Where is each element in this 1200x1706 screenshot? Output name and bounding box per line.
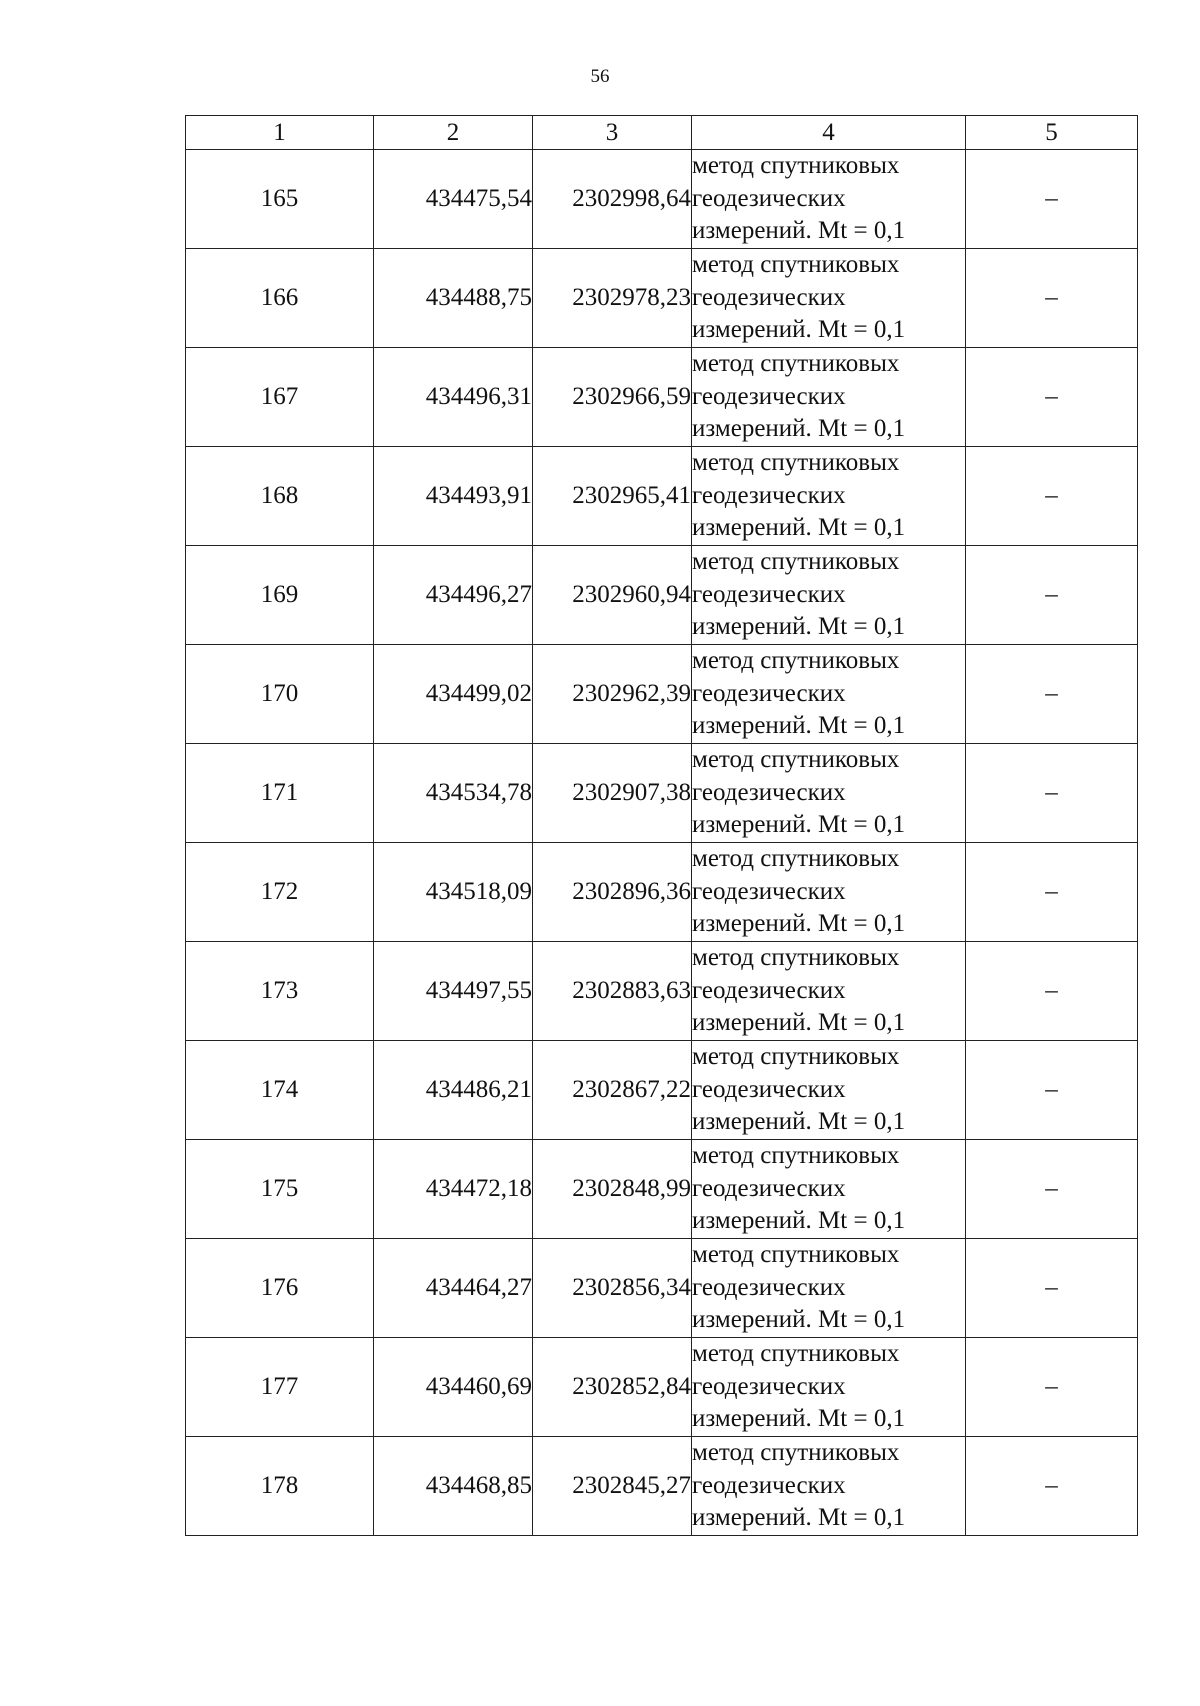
method-text-line: метод спутниковых — [692, 152, 900, 180]
point-number-cell: 166 — [186, 249, 374, 348]
note-cell: – — [966, 942, 1138, 1041]
method-text-line: геодезических — [692, 877, 846, 905]
column-header: 3 — [533, 116, 692, 150]
method-text-line: измерений. Mt = 0,1 — [692, 1009, 906, 1037]
method-cell — [692, 1437, 966, 1536]
y-coordinate-cell: 2302966,59 — [533, 348, 692, 447]
note-cell: – — [966, 843, 1138, 942]
x-coordinate-cell: 434475,54 — [374, 150, 533, 249]
method-text-line: геодезических — [692, 283, 846, 311]
note-cell: – — [966, 1338, 1138, 1437]
point-number-cell: 177 — [186, 1338, 374, 1437]
y-coordinate-cell: 2302998,64 — [533, 150, 692, 249]
method-text-line: метод спутниковых — [692, 1340, 900, 1368]
note-cell: – — [966, 1239, 1138, 1338]
method-cell — [692, 546, 966, 645]
y-coordinate-cell: 2302852,84 — [533, 1338, 692, 1437]
y-coordinate-cell: 2302867,22 — [533, 1041, 692, 1140]
method-cell — [692, 1338, 966, 1437]
method-cell — [692, 348, 966, 447]
method-cell — [692, 1140, 966, 1239]
x-coordinate-cell: 434472,18 — [374, 1140, 533, 1239]
x-coordinate-cell: 434468,85 — [374, 1437, 533, 1536]
x-coordinate-cell: 434496,27 — [374, 546, 533, 645]
table-row — [186, 249, 1138, 348]
table-body — [186, 150, 1138, 1536]
method-cell — [692, 1041, 966, 1140]
note-cell: – — [966, 1140, 1138, 1239]
method-text-line: геодезических — [692, 1372, 846, 1400]
x-coordinate-cell: 434497,55 — [374, 942, 533, 1041]
table-row — [186, 1338, 1138, 1437]
method-text-line: метод спутниковых — [692, 1241, 900, 1269]
method-text-line: измерений. Mt = 0,1 — [692, 613, 906, 641]
point-number-cell: 169 — [186, 546, 374, 645]
method-text-line: измерений. Mt = 0,1 — [692, 1405, 906, 1433]
method-text-line: геодезических — [692, 679, 846, 707]
table-row — [186, 744, 1138, 843]
method-text-line: геодезических — [692, 1471, 846, 1499]
note-cell: – — [966, 249, 1138, 348]
note-cell: – — [966, 447, 1138, 546]
method-text-line: метод спутниковых — [692, 350, 900, 378]
coordinates-table — [185, 115, 1138, 1536]
method-cell — [692, 249, 966, 348]
method-cell — [692, 645, 966, 744]
note-cell: – — [966, 546, 1138, 645]
method-text-line: метод спутниковых — [692, 1043, 900, 1071]
table-row — [186, 546, 1138, 645]
x-coordinate-cell: 434518,09 — [374, 843, 533, 942]
y-coordinate-cell: 2302883,63 — [533, 942, 692, 1041]
x-coordinate-cell: 434493,91 — [374, 447, 533, 546]
table-row — [186, 843, 1138, 942]
method-text-line: измерений. Mt = 0,1 — [692, 415, 906, 443]
y-coordinate-cell: 2302845,27 — [533, 1437, 692, 1536]
method-text-line: геодезических — [692, 1273, 846, 1301]
point-number-cell: 172 — [186, 843, 374, 942]
method-text-line: геодезических — [692, 976, 846, 1004]
method-cell — [692, 447, 966, 546]
note-cell: – — [966, 645, 1138, 744]
column-header: 4 — [692, 116, 966, 150]
method-text-line: метод спутниковых — [692, 647, 900, 675]
x-coordinate-cell: 434460,69 — [374, 1338, 533, 1437]
method-text-line: геодезических — [692, 481, 846, 509]
note-cell: – — [966, 1041, 1138, 1140]
table-header-row — [186, 116, 1138, 150]
point-number-cell: 178 — [186, 1437, 374, 1536]
note-cell: – — [966, 744, 1138, 843]
point-number-cell: 174 — [186, 1041, 374, 1140]
method-text-line: измерений. Mt = 0,1 — [692, 1306, 906, 1334]
point-number-cell: 175 — [186, 1140, 374, 1239]
note-cell: – — [966, 348, 1138, 447]
method-text-line: измерений. Mt = 0,1 — [692, 910, 906, 938]
method-text-line: измерений. Mt = 0,1 — [692, 514, 906, 542]
x-coordinate-cell: 434488,75 — [374, 249, 533, 348]
column-header: 2 — [374, 116, 533, 150]
point-number-cell: 173 — [186, 942, 374, 1041]
table-row — [186, 150, 1138, 249]
method-cell — [692, 942, 966, 1041]
x-coordinate-cell: 434499,02 — [374, 645, 533, 744]
x-coordinate-cell: 434464,27 — [374, 1239, 533, 1338]
method-text-line: метод спутниковых — [692, 1439, 900, 1467]
method-text-line: измерений. Mt = 0,1 — [692, 1504, 906, 1532]
point-number-cell: 168 — [186, 447, 374, 546]
method-text-line: геодезических — [692, 382, 846, 410]
method-text-line: геодезических — [692, 1174, 846, 1202]
method-text-line: геодезических — [692, 580, 846, 608]
method-text-line: метод спутниковых — [692, 944, 900, 972]
note-cell: – — [966, 1437, 1138, 1536]
method-text-line: измерений. Mt = 0,1 — [692, 811, 906, 839]
page-number: 56 — [590, 66, 610, 87]
table-row — [186, 348, 1138, 447]
point-number-cell: 176 — [186, 1239, 374, 1338]
method-text-line: метод спутниковых — [692, 449, 900, 477]
table-row — [186, 1239, 1138, 1338]
method-text-line: геодезических — [692, 1075, 846, 1103]
table-row — [186, 1437, 1138, 1536]
method-text-line: метод спутниковых — [692, 746, 900, 774]
y-coordinate-cell: 2302896,36 — [533, 843, 692, 942]
table-row — [186, 942, 1138, 1041]
method-text-line: измерений. Mt = 0,1 — [692, 217, 906, 245]
method-text-line: измерений. Mt = 0,1 — [692, 712, 906, 740]
method-text-line: измерений. Mt = 0,1 — [692, 1108, 906, 1136]
note-cell: – — [966, 150, 1138, 249]
y-coordinate-cell: 2302960,94 — [533, 546, 692, 645]
table-row — [186, 1041, 1138, 1140]
x-coordinate-cell: 434534,78 — [374, 744, 533, 843]
method-cell — [692, 744, 966, 843]
y-coordinate-cell: 2302856,34 — [533, 1239, 692, 1338]
method-text-line: измерений. Mt = 0,1 — [692, 1207, 906, 1235]
method-cell — [692, 843, 966, 942]
y-coordinate-cell: 2302962,39 — [533, 645, 692, 744]
point-number-cell: 171 — [186, 744, 374, 843]
column-header: 5 — [966, 116, 1138, 150]
method-text-line: геодезических — [692, 778, 846, 806]
method-text-line: метод спутниковых — [692, 1142, 900, 1170]
method-text-line: метод спутниковых — [692, 845, 900, 873]
method-text-line: геодезических — [692, 184, 846, 212]
table-row — [186, 447, 1138, 546]
x-coordinate-cell: 434486,21 — [374, 1041, 533, 1140]
method-text-line: измерений. Mt = 0,1 — [692, 316, 906, 344]
method-text-line: метод спутниковых — [692, 251, 900, 279]
method-cell — [692, 1239, 966, 1338]
y-coordinate-cell: 2302848,99 — [533, 1140, 692, 1239]
x-coordinate-cell: 434496,31 — [374, 348, 533, 447]
method-text-line: метод спутниковых — [692, 548, 900, 576]
y-coordinate-cell: 2302978,23 — [533, 249, 692, 348]
y-coordinate-cell: 2302965,41 — [533, 447, 692, 546]
point-number-cell: 165 — [186, 150, 374, 249]
table-row — [186, 645, 1138, 744]
table-row — [186, 1140, 1138, 1239]
y-coordinate-cell: 2302907,38 — [533, 744, 692, 843]
method-cell — [692, 150, 966, 249]
point-number-cell: 170 — [186, 645, 374, 744]
column-header: 1 — [186, 116, 374, 150]
point-number-cell: 167 — [186, 348, 374, 447]
